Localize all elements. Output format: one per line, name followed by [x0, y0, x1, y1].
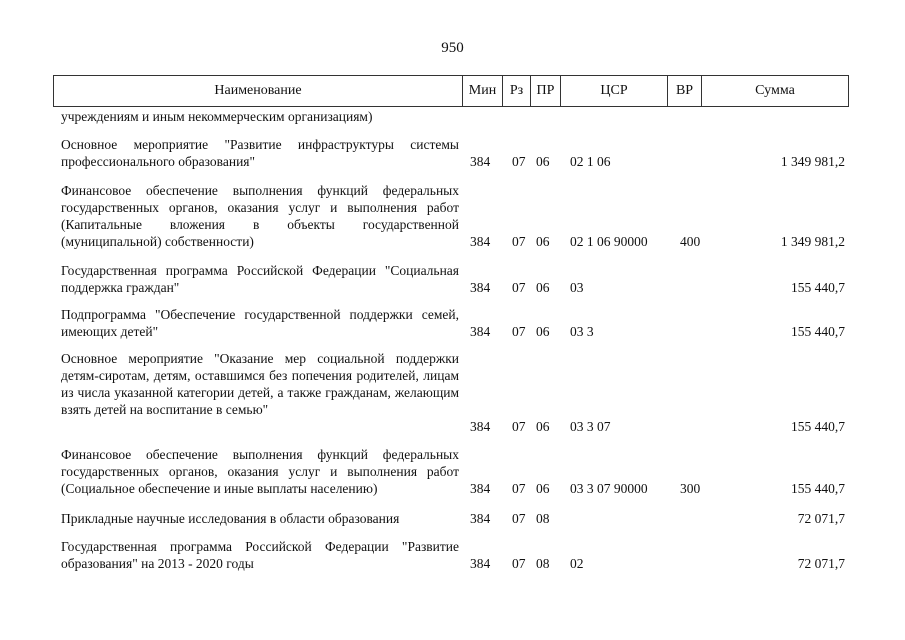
row-sum: 155 440,7 — [791, 280, 845, 295]
row-min: 384 — [470, 154, 491, 169]
row-csr: 03 — [570, 280, 584, 295]
header-rz: Рз — [503, 76, 531, 106]
row-rz: 07 — [512, 154, 526, 169]
row-csr: 03 3 — [570, 324, 594, 339]
row-rz: 07 — [512, 280, 526, 295]
row-rz: 07 — [512, 511, 526, 526]
row-min: 384 — [470, 280, 491, 295]
row-name: Прикладные научные исследования в области образования — [61, 511, 400, 526]
row-sum: 72 071,7 — [797, 556, 845, 571]
row-pr: 06 — [536, 154, 550, 169]
row-csr: 03 3 07 — [570, 419, 611, 434]
row-csr: 02 — [570, 556, 584, 571]
row-name: Финансовое обеспечение выполнения функций федеральных государственных органов, оказания услуг и выполнения работ (Капитальные вложения в объекты государственной (муниципальной) собственности) — [61, 183, 459, 249]
row-pr: 08 — [536, 511, 550, 526]
row-min: 384 — [470, 324, 491, 339]
row-csr: 02 1 06 90000 — [570, 234, 648, 249]
row-sum: 1 349 981,2 — [780, 234, 845, 249]
row-min: 384 — [470, 234, 491, 249]
row-sum: 1 349 981,2 — [780, 154, 845, 169]
row-name: Государственная программа Российской Федерации "Развитие образования" на 2013 - 2020 годы — [61, 539, 459, 571]
row-min: 384 — [470, 481, 491, 496]
row-rz: 07 — [512, 419, 526, 434]
row-pr: 06 — [536, 481, 550, 496]
row-min: 384 — [470, 556, 491, 571]
page-number: 950 — [441, 40, 464, 56]
row-min: 384 — [470, 419, 491, 434]
row-sum: 72 071,7 — [797, 511, 845, 526]
header-min: Мин — [463, 76, 503, 106]
row-name: Основное мероприятие "Развитие инфраструктуры системы профессионального образования" — [61, 137, 459, 169]
row-pr: 06 — [536, 234, 550, 249]
header-name: Наименование — [54, 76, 463, 106]
row-min: 384 — [470, 511, 491, 526]
header-vr: ВР — [668, 76, 702, 106]
row-name: Государственная программа Российской Федерации "Социальная поддержка граждан" — [61, 263, 459, 295]
row-name: Подпрограмма "Обеспечение государственной поддержки семей, имеющих детей" — [61, 307, 459, 339]
row-rz: 07 — [512, 324, 526, 339]
row-sum: 155 440,7 — [791, 419, 845, 434]
row-pr: 06 — [536, 419, 550, 434]
row-rz: 07 — [512, 234, 526, 249]
row-sum: 155 440,7 — [791, 324, 845, 339]
row-rz: 07 — [512, 481, 526, 496]
row-vr: 400 — [680, 234, 701, 249]
header-pr: ПР — [531, 76, 561, 106]
row-name: Основное мероприятие "Оказание мер социальной поддержки детям-сиротам, детям, оставшимся без попечения родителей, лицам из числа указанной категории детей, а также гражданам, желающим взять детей на воспитание в семью" — [61, 351, 459, 417]
row-name: Финансовое обеспечение выполнения функций федеральных государственных органов, оказания услуг и выполнения работ (Социальное обеспечение и иные выплаты населению) — [61, 447, 459, 496]
row-pr: 08 — [536, 556, 550, 571]
header-sum: Сумма — [755, 83, 795, 98]
row-csr: 02 1 06 — [570, 154, 611, 169]
row-sum: 155 440,7 — [791, 481, 845, 496]
continuation-text: учреждениям и иным некоммерческим организациям) — [61, 109, 373, 124]
row-vr: 300 — [680, 481, 701, 496]
row-pr: 06 — [536, 280, 550, 295]
row-rz: 07 — [512, 556, 526, 571]
row-csr: 03 3 07 90000 — [570, 481, 648, 496]
row-pr: 06 — [536, 324, 550, 339]
table-header — [53, 75, 849, 107]
header-csr: ЦСР — [561, 76, 668, 106]
